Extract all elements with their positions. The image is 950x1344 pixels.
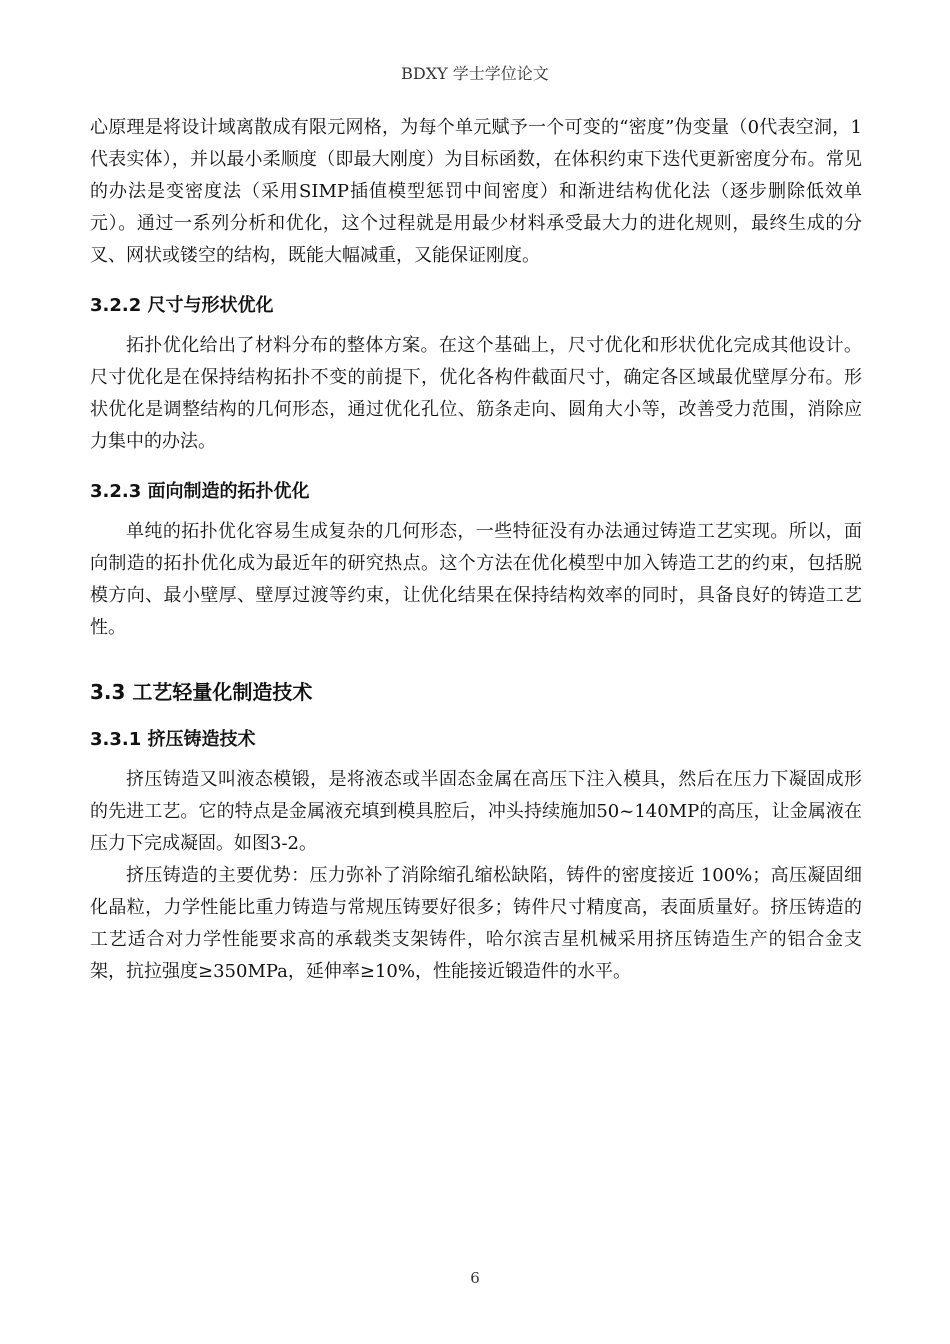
section-3-3-heading: 3.3 工艺轻量化制造技术: [90, 680, 313, 704]
section-3-2-3-paragraph: 单纯的拓扑优化容易生成复杂的几何形态，一些特征没有办法通过铸造工艺实现。所以，面向制造的拓扑优化成为最近年的研究热点。这个方法在优化模型中加入铸造工艺的约束，包括脱模方向、最小壁厚、壁厚过渡等约束，让优化结果在保持结构效率的同时，具备良好的铸造工艺性。: [90, 521, 862, 638]
section-3-2-3-heading: 3.2.3 面向制造的拓扑优化: [90, 481, 310, 502]
section-3-2-2-heading: 3.2.2 尺寸与形状优化: [90, 295, 274, 316]
section-3-3-1-paragraph-2: 挤压铸造的主要优势：压力弥补了消除缩孔缩松缺陷，铸件的密度接近 100%；高压凝固细化晶粒，力学性能比重力铸造与常规压铸要好很多；铸件尺寸精度高，表面质量好。挤压铸造的工艺适合对力学性能要求高的承载类支架铸件，哈尔滨吉星机械采用挤压铸造生产的铝合金支架，抗拉强度≥350MPa，延伸率≥10%，性能接近锻造件的水平。: [90, 865, 862, 982]
intro-paragraph: 心原理是将设计域离散成有限元网格，为每个单元赋予一个可变的“密度”伪变量（0代表空洞，1代表实体），并以最小柔顺度（即最大刚度）为目标函数，在体积约束下迭代更新密度分布。常见的办法是变密度法（采用SIMP插值模型惩罚中间密度）和渐进结构优化法（逐步删除低效单元）。通过一系列分析和优化，这个过程就是用最少材料承受最大力的进化规则，最终生成的分叉、网状或镂空的结构，既能大幅减重，又能保证刚度。: [90, 117, 862, 266]
section-3-3-1-paragraph-1: 挤压铸造又叫液态模锻，是将液态或半固态金属在高压下注入模具，然后在压力下凝固成形的先进工艺。它的特点是金属液充填到模具腔后，冲头持续施加50~140MP的高压，让金属液在压力下完成凝固。如图3-2。: [90, 769, 862, 854]
section-3-3-1-heading: 3.3.1 挤压铸造技术: [90, 729, 256, 750]
document-body: [90, 112, 862, 988]
section-3-2-2-paragraph: 拓扑优化给出了材料分布的整体方案。在这个基础上，尺寸优化和形状优化完成其他设计。尺寸优化是在保持结构拓扑不变的前提下，优化各构件截面尺寸，确定各区域最优壁厚分布。形状优化是调整结构的几何形态，通过优化孔位、筋条走向、圆角大小等，改善受力范围，消除应力集中的办法。: [90, 335, 862, 452]
page-number: 6: [470, 1269, 480, 1287]
page-header: BDXY 学士学位论文: [401, 64, 549, 83]
